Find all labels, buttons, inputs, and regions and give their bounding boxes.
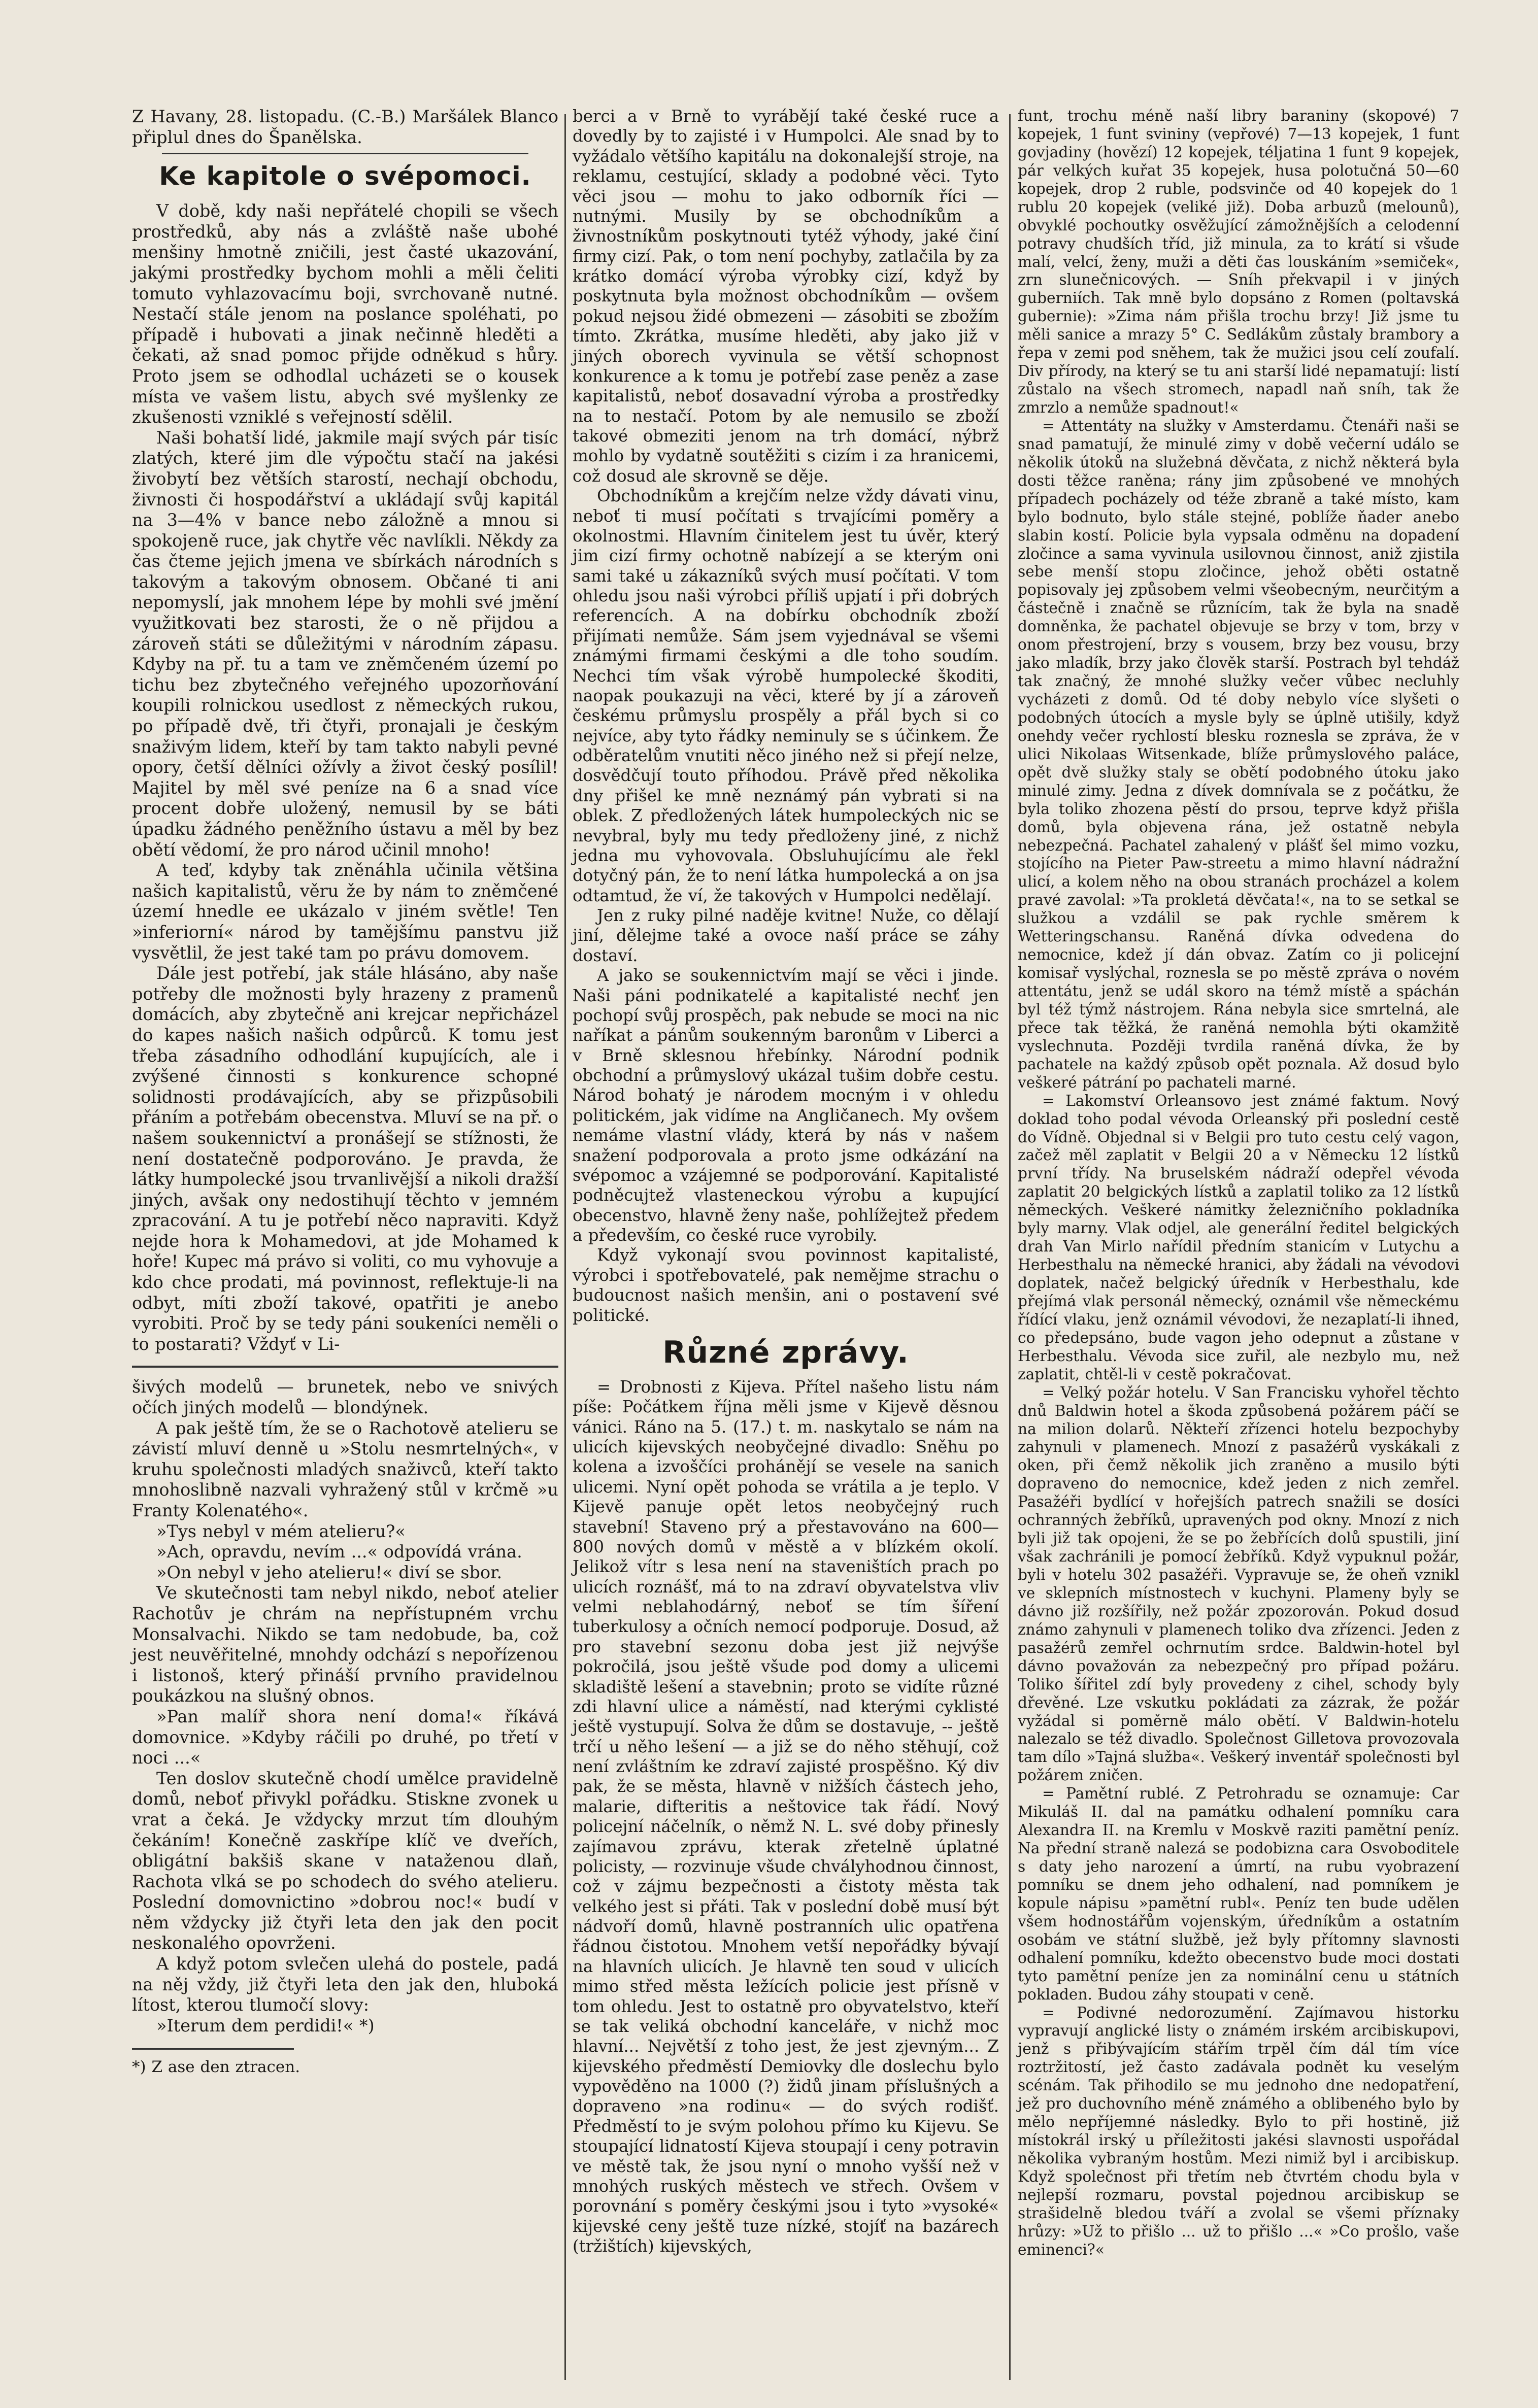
lead-news: Z Havany, 28. listopadu. (C.-B.) Maršálek Blanco připlul dnes do Španělska. bbox=[132, 107, 558, 147]
article-paragraph: Obchodníkům a krejčím nelze vždy dávati vinu, neboť ti musí počítati s trvajícími poměry a okolnostmi. Hlavním činitelem jest tu úvěr, který jim cizí firmy ochotně nabízejí a se kterým oni sami také u zákazníků svých musí počítati. V tom ohledu jsou naši výrobci příliš upjatí i při dobrých referencích. A na dobírku obchodník zboží přijímati nemůže. Sám jsem vyjednával se všemi známými firmami českými a dle toho soudím. Nechci tím však výrobě humpolecké škoditi, naopak poukazuji na věci, které by jí a zároveň českému průmyslu prospěly a přál bych si co nejvíce, aby tyto řádky neminuly se s účinkem. Že odběratelům vnutiti něco jiného než si přejí nelze, dosvědčují touto příhodou. Právě před několika dny přišel ke mně neznámý pán vybrati si na oblek. Z předložených látek humpoleckých nic se nevybral, byly mu tedy předloženy jiné, z nichž jedna mu vyhovovala. Obsluhujícímu ale řekl dotyčný pán, že to není látka humpolecká a on jsa odtamtud, že ví, že takových v Humpolci nedělají. bbox=[573, 486, 999, 905]
story-paragraph: A když potom svlečen ulehá do postele, padá na něj vždy, již čtyři leta den jak den, hluboká lítost, kterou tlumočí slovy: bbox=[132, 1954, 558, 2015]
story-paragraph: Ve skutečnosti tam nebyl nikdo, neboť atelier Rachotův je chrám na nepřístupném vrchu Monsalvachi. Nikdo se tam nedobude, ba, což jest neuvěřitelné, mnohdy odchází s nepořízenou i listonoš, který přináší prvního pravidelnou poukázkou na slušný obnos. bbox=[132, 1583, 558, 1706]
article-paragraph: A jako se soukennictvím mají se věci i jinde. Naši páni podnikatelé a kapitalisté nechť jen pochopí svůj prospěch, pak nebude se moci na nic naříkat a pánům soukenným baronům v Liberci a v Brně sklesnou hřebínky. Národní podnik obchodní a průmyslový ukázal tušim dobře cestu. Národ bohatý je národem mocným i v ohledu politickém, jak vidíme na Angličanech. My ovšem nemáme vlastní vlády, která by nás v našem snažení podporovala a proto jsme odkázání na svépomoc a vzájemné se podporování. Kapitalisté podněcujtež vlasteneckou výrobu a kupující obecenstvo, hlavně ženy naše, pohlížejtež předem a především, co české ruce vyrobily. bbox=[573, 966, 999, 1245]
footnote: *) Z ase den ztracen. bbox=[132, 2058, 300, 2077]
news-item: = Attentáty na služky v Amsterdamu. Čtenáři naši se snad pamatují, že minulé zimy v době večerní událo se několik útoků na služebná děvčata, z nichž některá byla dosti těžce raněna; rány jim způsobené ve mnohých případech pocházely od téže zbraně a také místo, kam bylo bodnuto, bylo stále stejné, poblíže ňader anebo slabin kostí. Policie byla vypsala odměnu na dopadení zločince a sama vyvinula usilovnou činnost, aniž zjistila sebe menší stopu zločince, jehož oběti ostatně popisovaly jej způsobem velmi všeobecným, neurčitým a částečně i značně se různícím, tak že byla na snadě domněnka, že pachatel objevuje se brzy v tom, brzy v onom přestrojení, brzy s vousem, brzy bez vousu, brzy jako mladík, brzy jako člověk starší. Postrach byl tehdáž tak značný, že mnohé služky večer vůbec necluhly vycházeti z domů. Od té doby nebylo více slyšeti o podobných útocích a mysle byly se úplně utišily, když onehdy večer rychlostí blesku roznesla se zpráva, že v ulici Nikolaas Witsenkade, blíže průmyslového paláce, opět dvě služky staly se obětí podobného útoku jako minulé zimy. Jedna z dívek domnívala se z počátku, že byla toliko zhozena pěstí do prsou, teprve když přišla domů, byla objevena rána, jež ostatně nebyla nebezpečná. Pachatel zahalený v plášť šel mimo vozku, stojícího na Pieter Paw-streetu a mimo hlavní nádražní ulicí, a kolem něho na obou stranách procházel a kolem pravé zavolal: »Ta prokletá děvčata!«, na to se setkal se služkou a vzdálil se pak rychle směrem k Wetteringschansu. Raněná dívka odvedena do nemocnice, kdež jí dán obvaz. Zatím co ji policejní komisař vyslýchal, roznesla se po městě zpráva o novém attentátu, jenž se udál skoro na témž místě a spáchán byl též týmž nástrojem. Rána nebyla sice smrtelná, ale přece tak těžká, že raněná nemohla býti okamžitě vyslechnuta. Později tvrdila raněná dívka, že by pachatele na každý způsob opět poznala. Až dosud bylo veškeré pátrání po pachateli marné. bbox=[1018, 416, 1459, 1091]
news-item: = Drobnosti z Kijeva. Přítel našeho listu nám píše: Počátkem října měli jsme v Kijevě děsnou vánici. Ráno na 5. (17.) t. m. naskytalo se nám na ulicích kijevských neobyčejné divadlo: Sněhu po kolena a izvoščíci prohánějí se vesele na sanich ulicemi. Nyní opět pohoda se vrátila a je teplo. V Kijevě panuje opět letos neobyčejný ruch stavební! Staveno prý a přestavováno na 600—800 nových domů v městě a v blízkém okolí. Jelikož vítr s lesa není na staveništích prach po ulicích roznášť, má to na zdraví obyvatelstva vliv velmi neblahodárný, neboť se tím šíření tuberkulosy a očních nemocí podporuje. Dosud, až pro stavební sezonu doba jest již nejvýše pokročilá, jsou ještě všude pod domy a ulicemi skladiště lešení a stavebnin; proto se vidíte různé zdi hlavní ulice a náměstí, nad kterými cyklisté ještě vystupují. Solva že dům se dostavuje, -- ještě trčí u něho lešení — a již se do něho stěhují, což není zvláštním ke zdraví zajisté prospěšno. Ký div pak, že se města, hlavně v nižších částech jeho, malarie, difteritis a neštovice tak řádí. Nový policejní náčelník, o němž N. L. své doby přinesly zajímavou zprávu, kterak zřetelně úplatné policisty, — rozvinuje všude chvályhodnou činnost, což v zájmu bezpečnosti a čistoty města tak velkého jest si přáti. Tak v poslední době musí být nádvoří domů, hlavně postranních ulic opatřena řádnou čistotou. Mnohem vetší nepořádky bývají na hlavních ulicích. Je hlavně ten soud v ulicích mimo střed města ležících policie jest přísně v tom ohledu. Jest to ostatně pro obyvatelstvo, kteří se tak veliká obchodní kanceláře, v nichž moc hlavní... Největší z toho jest, že jest zjevným... Z kijevského předměstí Demiovky dle doslechu bylo vypověděno na 1000 (?) židů jinam příslušných a dopraveno »na rodinu« — do svých rodišť. Předměstí to je svým polohou přímo ku Kijevu. Se stoupající lidnatostí Kijeva stoupají i ceny potravin ve městě tak, že jsou nyní o mnoho vyšší než v mnohých ruských městech ve střech. Ovšem v porovnání s poměry českými jsou i tyto »vysoké« kijevské ceny ještě tuze nízké, stojíť na bazárech (tržištích) kijevských, bbox=[573, 1377, 999, 2256]
column-divider bbox=[1009, 114, 1011, 2380]
column-1 bbox=[132, 107, 558, 2078]
story-paragraph: A pak ještě tím, že se o Rachotově atelieru se závistí mluví denně u »Stolu nesmrtelných«, v kruhu společnosti mladých snaživců, kteří takto mnohoslibně nazvali vyhražený stůl v krčmě »u Franty Kolenatého«. bbox=[132, 1418, 558, 1520]
article-paragraph: Jen z ruky pilné naděje kvitne! Nuže, co dělají jiní, dělejme také a ovoce naší práce se záhy dostaví. bbox=[573, 906, 999, 965]
article-heading: Ke kapitole o svépomoci. bbox=[159, 161, 531, 191]
footnote-rule bbox=[132, 2048, 294, 2050]
story-paragraph: »Ach, opravdu, nevím ...« odpovídá vrána. bbox=[156, 1542, 522, 1562]
story-paragraph: »On nebyl v jeho atelieru!« diví se sbor. bbox=[156, 1562, 503, 1582]
story-paragraph: »Iterum dem perdidi!« *) bbox=[156, 2015, 375, 2036]
story-paragraph: »Tys nebyl v mém atelieru?« bbox=[156, 1521, 406, 1541]
news-section-heading: Různé zprávy. bbox=[662, 1334, 909, 1370]
news-item: = Pamětní rublé. Z Petrohradu se oznamuje: Car Mikuláš II. dal na památku odhalení pomníku cara Alexandra II. na Kremlu v Moskvě raziti pamětní peníz. Na přední straně nalezá se podobizna cara Osvoboditele s daty jeho narození a úmrtí, na rubu vyobrazení pomníku se dnem jeho odhalení, nad pomníkem je kopule nápisu »pamětní rubl«. Peníz ten bude udělen všem hodnostářům vojenským, úředníkům a ostatním osobám ve státní službě, jež byly přítomny slavnosti odhalení pomníku, kdežto obecenstvo bude moci dostati tyto pamětní peníze jen za nominální cenu u státních pokladen. Budou záhy stoupati v ceně. bbox=[1018, 1784, 1459, 2003]
news-item: = Velký požár hotelu. V San Francisku vyhořel těchto dnů Baldwin hotel a škoda způsobená požárem páčí se na milion dolarů. Někteří zřízenci hotelu bezpochyby zahynuli v plamenech. Mnozí z pasažérů vyskákali z oken, při čemž několik jich zraněno a musilo býti dopraveno do nemocnice, kdež jeden z nich zemřel. Pasažéři bydlící v hořejších patrech snažili se dosíci ochranných žebříků, upravených pod okny. Mnozí z nich byli již tak opojeni, že se po žebřících dolů spustili, jiní však zachránili je pomocí žebříků. Když vypuknul požár, byli v hotelu 302 pasažéři. Vypravuje se, že oheň vznikl ve sklepních místnostech v kuchyni. Plameny byly se dávno již rozšířily, než požár zpozorován. Pokud dosud známo zahynuli v plamenech toliko dva zřízenci. Jeden z pasažérů zemřel ochrnutím srdce. Baldwin-hotel byl dávno považován za nebezpečný pro případ požáru. Toliko šířitel zdí byly provedeny z cihel, schody byly dřevěné. Lze vskutku pokládati za zázrak, že požár vyžádal si poměrně málo obětí. V Baldwin-hotelu nalezalo se též divadlo. Společnost Gilletova provozovala tam dílo »Tajná služba«. Veškerý inventář společnosti byl požárem zničen. bbox=[1018, 1383, 1459, 1784]
column-divider bbox=[564, 114, 566, 2380]
story-paragraph: »Pan malíř shora není doma!« říkává domovnice. »Kdyby ráčili po druhé, po třetí v noci ...« bbox=[132, 1706, 558, 1768]
story-paragraph: šivých modelů — brunetek, nebo ve snivých očích jiných modelů — blondýnek. bbox=[132, 1377, 558, 1418]
divider bbox=[162, 153, 528, 154]
column-3 bbox=[1018, 107, 1459, 2259]
article-paragraph: V době, kdy naši nepřátelé chopili se všech prostředků, aby nás a zvláště naše ubohé menšiny hmotně zničili, jest časté ukazování, jakými prostředky bychom mohli a měli čeliti tomuto vyhlazovacímu boji, svrchovaně nutné. Nestačí stále jenom na poslance spoléhati, po případě i hubovati a jinak nečinně hleděti a čekati, až snad pomoc přijde odněkud s hůry. Proto jsem se odhodlal ucházeti se o kousek místa ve vašem listu, abych své myšlenky ze zkušenosti vzniklé s veřejností sdělil. bbox=[132, 201, 558, 427]
article-paragraph: Naši bohatší lidé, jakmile mají svých pár tisíc zlatých, které jim dle výpočtu stačí na jakési živobytí bez větších starostí, nechají obchodu, živnosti či hospodářství a ukládají svůj kapitál na 3—4% v bance nebo záložně a mnou si spokojeně ruce, jak chytře věc navlíkli. Někdy za čas čteme jejich jmena ve sbírkách národních s takovým a takovým obnosem. Občané ti ani nepomyslí, jak mnohem lépe by mohli své jmění využitkovati bez starosti, že o ně přijdou a zároveň státi se důležitými v národním zápasu. Kdyby na př. tu a tam ve zněmčeném území po tichu bez zbytečného veřejného upozorňování koupili rolnickou usedlost z německých rukou, po případě dvě, tři čtyři, pronajali je českým snaživým lidem, kteří by tam takto nabyli pevné opory, četší dělníci ožívly a život český posílil! Majitel by měl své peníze na 6 a snad více procent dobře uložený, nemusil by se báti úpadku žádného peněžního ústavu a měl by bez obětí vědomí, že pro národ učinil mnoho! bbox=[132, 427, 558, 860]
article-paragraph: Když vykonají svou povinnost kapitalisté, výrobci i spotřebovatelé, pak nemějme strachu o budoucnost našich menšin, ani o postavení své politické. bbox=[573, 1245, 999, 1325]
news-item: = Lakomství Orleansovo jest známé faktum. Nový doklad toho podal vévoda Orleanský při poslední cestě do Vídně. Objednal si v Belgii pro tuto cestu celý vagon, začež měl zaplatit v Belgii 20 a v Německu 12 lístků první třídy. Na bruselském nádraží odepřel vévoda zaplatit 20 belgických lístků a zaplatil toliko za 12 lístků německých. Veškeré námitky železničního pokladníka byly marny. Vlak odjel, ale generální ředitel belgických drah Van Mirlo nařídil předním stanicím v Lutychu a Herbesthalu na německé hranici, aby žádali na vévodovi doplatek, načež belgický úředník v Herbesthalu, kde přejímá vlak personál německý, oznámil vše německému řídící vlaku, jenž oznámil vévodovi, že nezaplatí-li ihned, co předepsáno, bude vagon jeho odepnut a zůstane v Herbesthalu. Vévoda sice zuřil, ale nezbylo mu, než zaplatit, chtěl-li v cestě pokračovat. bbox=[1018, 1091, 1459, 1383]
article-paragraph: A teď, kdyby tak zněnáhla učinila většina našich kapitalistů, věru že by nám to zněmčené území hnedle ee ukázalo v jiném světle! Ten »inferiorní« národ by tamějšímu panstvu již vysvětlil, že jest také tam po právu domovem. bbox=[132, 860, 558, 963]
news-item: = Podivné nedorozumění. Zajímavou historku vypravují anglické listy o známém irském arcibiskupovi, jenž s přibývajícím stářím trpěl čím dál tím více roztržitostí, jež často zadávala podnět ku veselým scénám. Tak přihodilo se mu jednoho dne nedopatření, jež pro duchovního méně známého a oblibeného bylo by mělo nepříjemné následky. Bylo to při hostině, již místokrál irský u příležitosti jakési slavnosti uspořádal několika vybraným hostům. Mezi nimiž byl i arcibiskup. Když společnost při třetím neb čtvrtém chodu byla v nejlepší rozmaru, povstal pojednou arcibiskup se strašidelně bledou tváří a zvolal se všemi příznaky hrůzy: »Už to přišlo ... už to přišlo ...« »Co prošlo, vaše eminenci?« bbox=[1018, 2003, 1459, 2258]
story-paragraph: Ten doslov skutečně chodí umělce pravidelně domů, neboť přivykl pořádku. Stiskne zvonek u vrat a čeká. Je vždycky mrzut tím dlouhým čekáním! Konečně zaskřípe klíč ve dveřích, obligátní bakšiš skane v nataženou dlaň, Rachota vlká se po schodech do svého atelieru. Poslední domovnictino »dobrou noc!« budí v něm vždycky již čtyři leta den jak den pocit neskonalého opovrženi. bbox=[132, 1768, 558, 1953]
article-paragraph: Dále jest potřebí, jak stále hlásáno, aby naše potřeby dle možnosti byly hrazeny z pramenů domácích, aby zbytečně ani krejcar nepřicházel do kapes našich našich odpůrců. K tomu jest třeba zásadního odhodlání kupujících, ale i zvýšené činnosti s konkurence schopné solidnosti prodávajících, aby se přizpůsobili přáním a potřebám obecenstva. Mluví se na př. o našem soukennictví a pronášejí se stížnosti, že není dostatečně podporováno. Je pravda, že látky humpolecké jsou trvanlivější a nikoli dražší jiných, avšak ony nedostihují těchto v jemném zpracování. A tu je potřebí něco napraviti. Když nejde hora k Mohamedovi, at jde Mohamed k hoře! Kupec má právo si voliti, co mu vyhovuje a kdo chce prodati, má povinnost, reflektuje-li na odbyt, míti zboží takové, opatřiti je anebo vyrobiti. Proč by se tedy páni soukeníci neměli o to postarati? Vždyť v Li- bbox=[132, 963, 558, 1354]
news-item: funt, trochu méně naší libry baraniny (skopové) 7 kopejek, 1 funt svininy (vepřové) 7—13 kopejek, 1 funt govjadiny (hovězí) 12 kopejek, téljatina 1 funt 9 kopejek, pár velkých kuřat 35 kopejek, husa polotučná 50—60 kopejek, drop 2 ruble, podsvinče od 40 kopejek do 1 rublu 20 kopejek (veliké již). Doba arbuzů (melounů), obvyklé pochoutky osvěžující zámožnějších a celodenní potravy chudších tříd, již minula, za to krátí si všude malí, velcí, ženy, muži a děti čas louskáním »semiček«, zrn slunečnicových. — Sníh překvapil i v jiných guberniích. Tak mně bylo dopsáno z Romen (poltavská gubernie): »Zima nám přišla trochu brzy! Již jsme tu měli sanice a mrazy 5° C. Sedlákům zůstaly brambory a řepa v zemi pod sněhem, tak že mužici jsou celí zoufalí. Div přírody, na který se tu ani starší lidé nepamatují: listí zůstalo na všech stromech, napadl naň sníh, tak že zmrzlo a nemůže spadnout!« bbox=[1018, 107, 1459, 416]
column-2 bbox=[573, 107, 999, 2256]
article-paragraph: berci a v Brně to vyrábějí také české ruce a dovedly by to zajisté i v Humpolci. Ale snad by to vyžádalo většího kapitálu na dokonalejší stroje, na reklamu, cestující, sklady a podobné věci. Tyto věci jsou — mohu to jako odborník říci — nutnými. Musily by se obchodníkům a živnostníkům poskytnouti tytéž výhody, jaké činí firmy cizí. Pak, o tom není pochyby, zatlačila by za krátko domácí výroba výrobky cizí, když by poskytnuta byla možnost obchodníkům — ovšem pokud nejsou židé obmezeni — zásobiti se zbožím tímto. Zkrátka, musíme hleděti, aby jako již v jiných oborech vyvinula se větší schopnost konkurence a k tomu je potřebí zase peněz a zase kapitalistů, neboť dosavadní výroba a prostředky na to nestačí. Potom by ale nemusilo se zboží takové obmeziti jenom na trh domácí, nýbrž mohlo by vydatně soutěžiti s cizím i za hranicemi, což dosud ale skrovně se děje. bbox=[573, 107, 999, 486]
feuilleton-rule bbox=[132, 1366, 558, 1368]
